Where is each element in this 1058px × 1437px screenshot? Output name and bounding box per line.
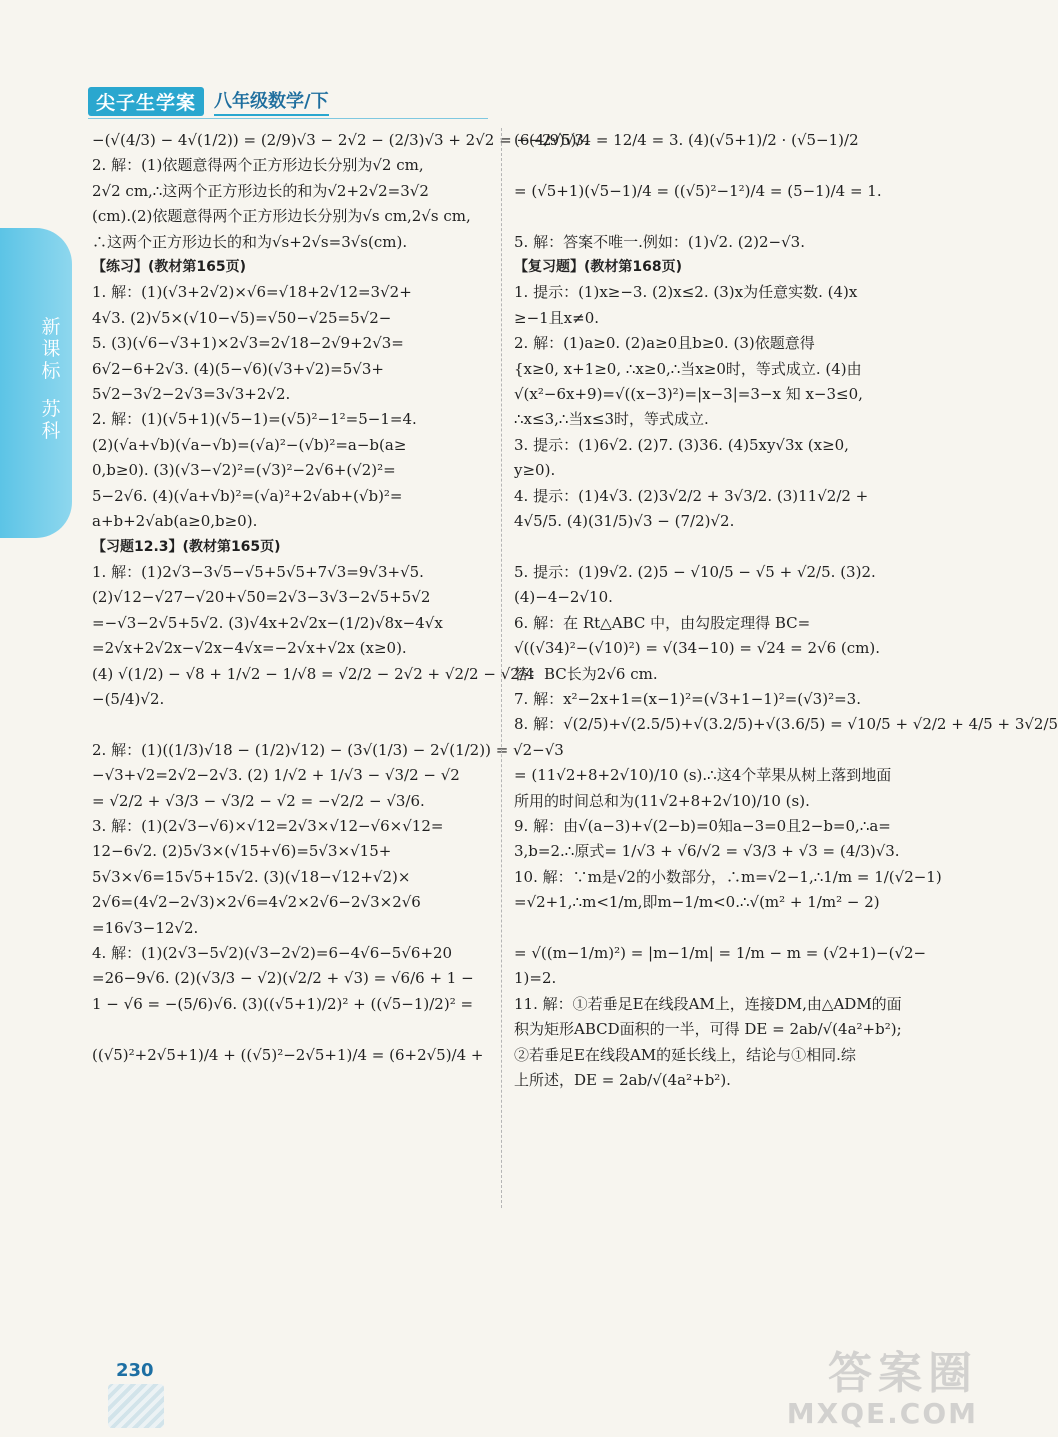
page-number-decoration [108, 1384, 164, 1428]
text-line [92, 712, 492, 737]
text-line: = (√5+1)(√5−1)/4 = ((√5)²−1²)/4 = (5−1)/4 = 1. [514, 181, 882, 200]
text-line: 5. (3)(√6−√3+1)×2√3=2√18−2√9+2√3= [92, 334, 404, 353]
text-line: 3. 解：(1)(2√3−√6)×√12=2√3×√12−√6×√12= [92, 816, 444, 835]
text-line: 【复习题】(教材第168页) [514, 259, 683, 276]
text-line: 上所述，DE = 2ab/√(4a²+b²). [514, 1071, 731, 1090]
text-line: =26−9√6. (2)(√3/3 − √2)(√2/2 + √3) = √6/6 + 1 − [92, 969, 474, 988]
text-line: 2√2 cm,∴这两个正方形边长的和为√2+2√2=3√2 [92, 181, 429, 200]
text-line: 10. 解：∵m是√2的小数部分，∴m=√2−1,∴1/m = 1/(√2−1) [514, 867, 942, 886]
right-column [514, 128, 1058, 1093]
text-line: = √((m−1/m)²) = |m−1/m| = 1/m − m = (√2+1)−(√2− [514, 944, 927, 962]
text-line: √((√34)²−(√10)²) = √(34−10) = √24 = 2√6 (cm). [514, 639, 881, 658]
text-line: (2)√12−√27−√20+√50=2√3−3√3−2√5+5√2 [92, 588, 431, 607]
text-line: 0,b≥0). (3)(√3−√2)²=(√3)²−2√6+(√2)²= [92, 461, 396, 480]
watermark [787, 1349, 978, 1429]
text-line: (6−2√5)/4 = 12/4 = 3. (4)(√5+1)/2 · (√5−1)/2 [514, 131, 859, 149]
text-line: 【练习】(教材第165页) [92, 259, 247, 276]
text-line: 5. 提示：(1)9√2. (2)5 − √10/5 − √5 + √2/5. (3)2. [514, 562, 876, 581]
text-line: 12−6√2. (2)5√3×(√15+√6)=5√3×√15+ [92, 842, 392, 861]
page-header [88, 86, 329, 116]
text-line: (cm).(2)依题意得两个正方形边长分别为√s cm,2√s cm, [92, 207, 471, 226]
text-line: ②若垂足E在线段AM的延长线上，结论与①相同.综 [514, 1045, 856, 1064]
text-line: 5−2√6. (4)(√a+√b)²=(√a)²+2√ab+(√b)²= [92, 486, 403, 505]
text-line: 1. 提示：(1)x≥−3. (2)x≤2. (3)x为任意实数. (4)x [514, 283, 858, 302]
text-line: 1. 解：(1)2√3−3√5−√5+5√5+7√3=9√3+√5. [92, 562, 424, 581]
text-line: 2. 解：(1)(√5+1)(√5−1)=(√5)²−1²=5−1=4. [92, 410, 417, 429]
text-line: 3,b=2.∴原式= 1/√3 + √6/√2 = √3/3 + √3 = (4/3)√3. [514, 842, 900, 861]
text-line [514, 204, 916, 229]
text-line: =2√x+2√2x−√2x−4√x=−2√x+√2x (x≥0). [92, 639, 407, 658]
text-line: 答：BC长为2√6 cm. [514, 664, 658, 683]
text-line: 2. 解：(1)((1/3)√18 − (1/2)√12) − (3√(1/3) − 2√(1/2)) = √2−√3 [92, 740, 564, 759]
text-line: 2√6=(4√2−2√3)×2√6=4√2×2√6−2√3×2√6 [92, 893, 421, 912]
text-line: √(x²−6x+9)=√((x−3)²)=|x−3|=3−x 知 x−3≤0, [514, 385, 863, 404]
text-line [514, 535, 916, 560]
text-line: a+b+2√ab(a≥0,b≥0). [92, 512, 258, 531]
text-line: 5√3×√6=15√5+15√2. (3)(√18−√12+√2)× [92, 867, 411, 886]
text-line: 5. 解：答案不唯一.例如：(1)√2. (2)2−√3. [514, 232, 805, 251]
book-title: 八年级数学/下 [214, 87, 329, 116]
brand-logo: 尖子生学案 [88, 87, 204, 116]
text-line: 1 − √6 = −(5/6)√6. (3)((√5+1)/2)² + ((√5−1)/2)² = [92, 994, 474, 1013]
text-line: 4. 提示：(1)4√3. (2)3√2/2 + 3√3/2. (3)11√2/2 + [514, 486, 869, 505]
text-line: y≥0). [514, 461, 556, 480]
text-line: −√3+√2=2√2−2√3. (2) 1/√2 + 1/√3 − √3/2 − √2 [92, 766, 460, 785]
side-tab-text [38, 316, 64, 442]
text-line: (4)−4−2√10. [514, 588, 613, 607]
text-line: 4√5/5. (4)(31/5)√3 − (7/2)√2. [514, 512, 735, 531]
page-number: 230 [116, 1360, 154, 1381]
text-line: 8. 解：√(2/5)+√(2.5/5)+√(3.2/5)+√(3.6/5) = √10/5 + √2/2 + 4/5 + 3√2/5 [514, 715, 1058, 734]
text-line: 2. 解：(1)a≥0. (2)a≥0且b≥0. (3)依题意得 [514, 334, 815, 353]
side-text-1: 新课标 [41, 316, 61, 382]
column-divider [501, 128, 502, 1208]
text-line: 4. 解：(1)(2√3−5√2)(√3−2√2)=6−4√6−5√6+20 [92, 944, 453, 962]
text-line: 11. 解：①若垂足E在线段AM上，连接DM,由△ADM的面 [514, 994, 902, 1013]
text-line: 积为矩形ABCD面积的一半，可得 DE = 2ab/√(4a²+b²); [514, 1020, 902, 1039]
side-text-gap [38, 382, 64, 398]
text-line: −(√(4/3) − 4√(1/2)) = (2/9)√3 − 2√2 − (2/3)√3 + 2√2 = −(4/9)√3. [92, 131, 589, 149]
text-line: ∴这两个正方形边长的和为√s+2√s=3√s(cm). [92, 232, 408, 251]
text-line: = (11√2+8+2√10)/10 (s).∴这4个苹果从树上落到地面 [514, 766, 892, 785]
header-rule [88, 118, 488, 119]
text-line: = √2/2 + √3/3 − √3/2 − √2 = −√2/2 − √3/6. [92, 791, 425, 810]
text-line: 4√3. (2)√5×(√10−√5)=√50−√25=5√2− [92, 308, 392, 327]
text-line: 9. 解：由√(a−3)+√(2−b)=0知a−3=0且2−b=0,∴a= [514, 816, 891, 835]
text-line: 2. 解：(1)依题意得两个正方形边长分别为√2 cm, [92, 156, 424, 175]
text-line [514, 916, 916, 941]
text-line: ≥−1且x≠0. [514, 308, 600, 327]
text-line: 所用的时间总和为(11√2+8+2√10)/10 (s). [514, 791, 810, 810]
text-line: 1. 解：(1)(√3+2√2)×√6=√18+2√12=3√2+ [92, 283, 412, 302]
text-line [92, 1017, 492, 1042]
text-line: 6√2−6+2√3. (4)(5−√6)(√3+√2)=5√3+ [92, 359, 384, 378]
text-line: 5√2−3√2−2√3=3√3+2√2. [92, 385, 291, 404]
watermark-line1: 答案圈 [828, 1348, 978, 1399]
text-line: =16√3−12√2. [92, 918, 199, 937]
text-line: ∴x≤3,∴当x≤3时，等式成立. [514, 410, 709, 429]
text-line: 6. 解：在 Rt△ABC 中，由勾股定理得 BC= [514, 613, 811, 632]
text-line: (4) √(1/2) − √8 + 1/√2 − 1/√8 = √2/2 − 2√2 + √2/2 − √2/4 [92, 664, 535, 683]
text-line: 【习题12.3】(教材第165页) [92, 538, 281, 555]
watermark-line2: MXQE.COM [786, 1397, 978, 1430]
side-text-2: 苏科 [41, 398, 61, 442]
text-line: 3. 提示：(1)6√2. (2)7. (3)36. (4)5xy√3x (x≥0, [514, 435, 849, 454]
text-line: {x≥0, x+1≥0, ∴x≥0,∴当x≥0时，等式成立. (4)由 [514, 359, 862, 378]
text-line: 7. 解：x²−2x+1=(x−1)²=(√3+1−1)²=(√3)²=3. [514, 689, 861, 708]
text-line [514, 153, 916, 178]
text-line: =−√3−2√5+5√2. (3)√4x+2√2x−(1/2)√8x−4√x [92, 613, 443, 632]
text-line: −(5/4)√2. [92, 689, 165, 708]
text-line: (2)(√a+√b)(√a−√b)=(√a)²−(√b)²=a−b(a≥ [92, 435, 407, 454]
text-line: ((√5)²+2√5+1)/4 + ((√5)²−2√5+1)/4 = (6+2√5)/4 + [92, 1045, 484, 1064]
text-line: =√2+1,∴m<1/m,即m−1/m<0.∴√(m² + 1/m² − 2) [514, 893, 880, 912]
text-line [514, 738, 916, 763]
text-line: 1)=2. [514, 969, 557, 988]
